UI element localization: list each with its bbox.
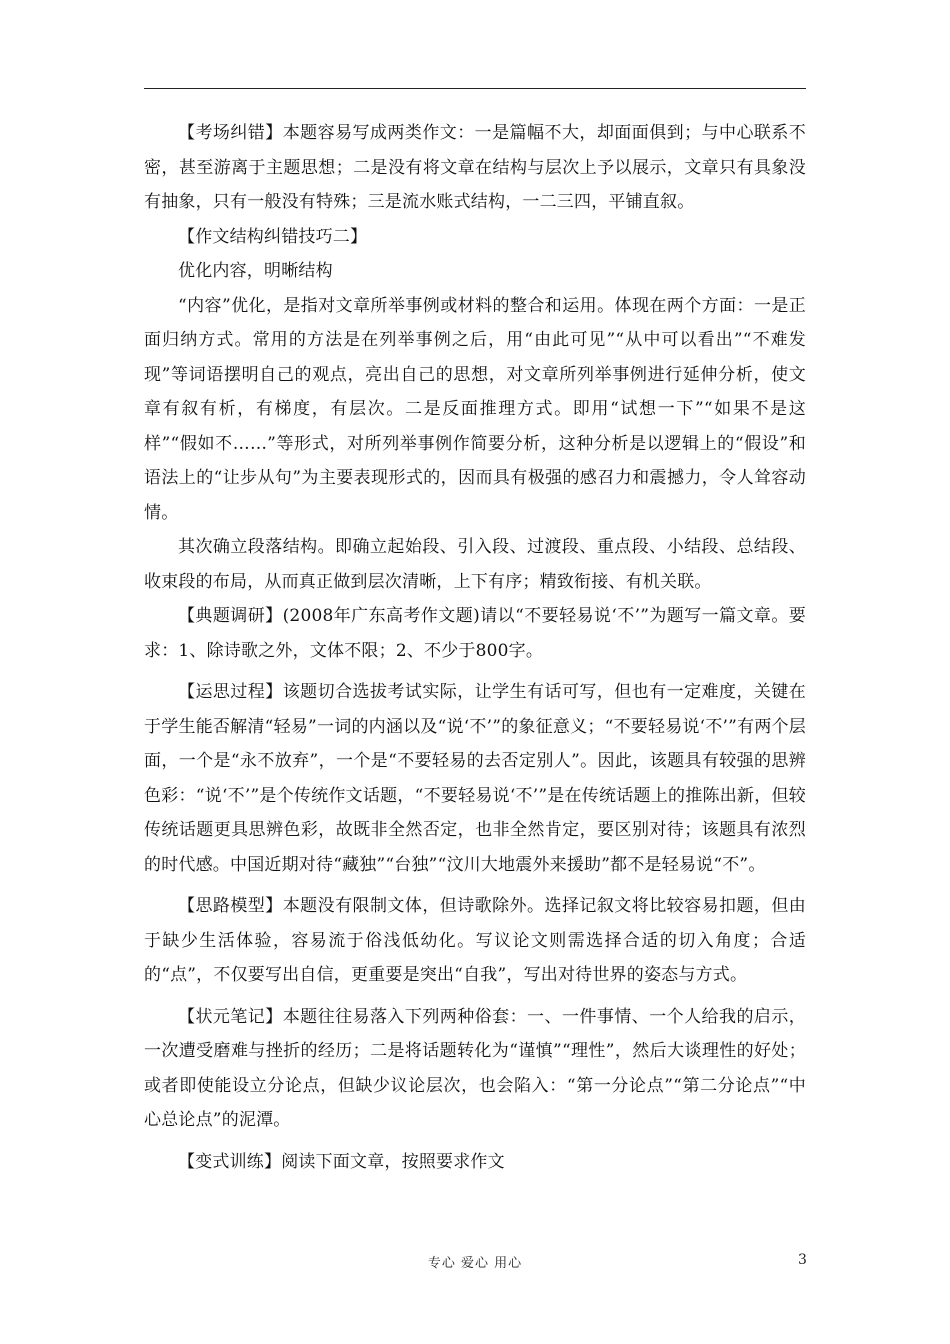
section-tag: 【状元笔记】 xyxy=(178,1006,283,1027)
section-heading xyxy=(144,220,806,255)
section-tag: 【思路模型】 xyxy=(178,896,283,916)
paragraph-top-scorer-notes xyxy=(144,1000,806,1138)
section-tag: 【典题调研】 xyxy=(178,606,283,626)
footer-motto: 专心 爱心 用心 xyxy=(427,1256,523,1271)
paragraph-variant-training xyxy=(144,1145,806,1180)
paragraph-text: “内容”优化，是指对文章所举事例或材料的整合和运用。体现在两个方面：一是正面归纳方式。常用的方法是在列举事例之后，用“由此可见”“从中可以看出”“不难发现”等词语摆明自己的观点，亮出自己的思想，对文章所列举事例进行延伸分析，使文章有叙有析，有梯度，有层次。二是反面推理方式。即用“试想一下”“如果不是这样”“假如不……”等形式，对所列举事例作简要分析，这种分析是以逻辑上的“假设”和语法上的“让步从句”为主要表现形式的，因而具有极强的感召力和震撼力，令人耸容动情。 xyxy=(144,295,806,523)
paragraph-text: 阅读下面文章，按照要求作文 xyxy=(281,1151,505,1172)
page-number: 3 xyxy=(798,1252,807,1268)
paragraph-content-optimization xyxy=(144,289,806,531)
paragraph-thinking-model xyxy=(144,889,806,993)
paragraph-exam-correction xyxy=(144,116,806,220)
paragraph-text: 其次确立段落结构。即确立起始段、引入段、过渡段、重点段、小结段、总结段、收束段的布局，从而真正做到层次清晰，上下有序；精致衔接、有机关联。 xyxy=(144,537,806,592)
section-tag: 【考场纠错】 xyxy=(178,123,283,143)
paragraph-structure xyxy=(144,530,806,599)
paragraph-thinking-process xyxy=(144,675,806,882)
paragraph-typical-question xyxy=(144,599,806,668)
paragraph-text: 本题没有限制文体，但诗歌除外。选择记叙文将比较容易扣题，但由于缺少生活体验，容易流于俗浅低幼化。写议论文则需选择合适的切入角度；合适的“点”，不仅要写出自信，更重要是突出“自我”，写出对待世界的姿态与方式。 xyxy=(144,896,807,985)
paragraph-text: 本题往往易落入下列两种俗套：一、一件事情、一个人给我的启示，一次遭受磨难与挫折的经历；二是将话题转化为“谨慎”“理性”，然后大谈理性的好处；或者即使能设立分论点，但缺少议论层次，也会陷入：“第一分论点”“第二分论点”“中心总论点”的泥潭。 xyxy=(144,1006,807,1130)
document-body xyxy=(144,116,806,1179)
paragraph-text: 该题切合选拔考试实际，让学生有话可写，但也有一定难度，关键在于学生能否解清“轻易”一词的内涵以及“说‘不’”的象征意义；“不要轻易说‘不’”有两个层面，一个是“永不放弃”，一个是“不要轻易的去否定别人”。因此，该题具有较强的思辨色彩：“说‘不’”是个传统作文话题，“不要轻易说‘不’”是在传统话题上的推陈出新，但较传统话题更具思辨色彩，故既非全然否定，也非全然肯定，要区别对待；该题具有浓烈的时代感。中国近期对待“藏独”“台独”“汶川大地震外来援助”都不是轻易说“不”。 xyxy=(144,682,807,875)
section-tag: 【变式训练】 xyxy=(178,1151,282,1172)
subheading xyxy=(144,254,806,289)
paragraph-text: 本题容易写成两类作文：一是篇幅不大，却面面俱到；与中心联系不密，甚至游离于主题思想；二是没有将文章在结构与层次上予以展示，文章只有具象没有抽象，只有一般没有特殊；三是流水账式结构，一二三四，平铺直叙。 xyxy=(144,123,807,212)
paragraph-text: (2008年广东高考作文题)请以“不要轻易说‘不’”为题写一篇文章。要求：1、除诗歌之外，文体不限；2、不少于800字。 xyxy=(144,606,807,661)
section-tag: 【运思过程】 xyxy=(178,682,283,702)
subheading-text: 优化内容，明晰结构 xyxy=(178,261,333,281)
heading-text: 【作文结构纠错技巧二】 xyxy=(178,226,368,247)
header-rule xyxy=(144,88,806,89)
